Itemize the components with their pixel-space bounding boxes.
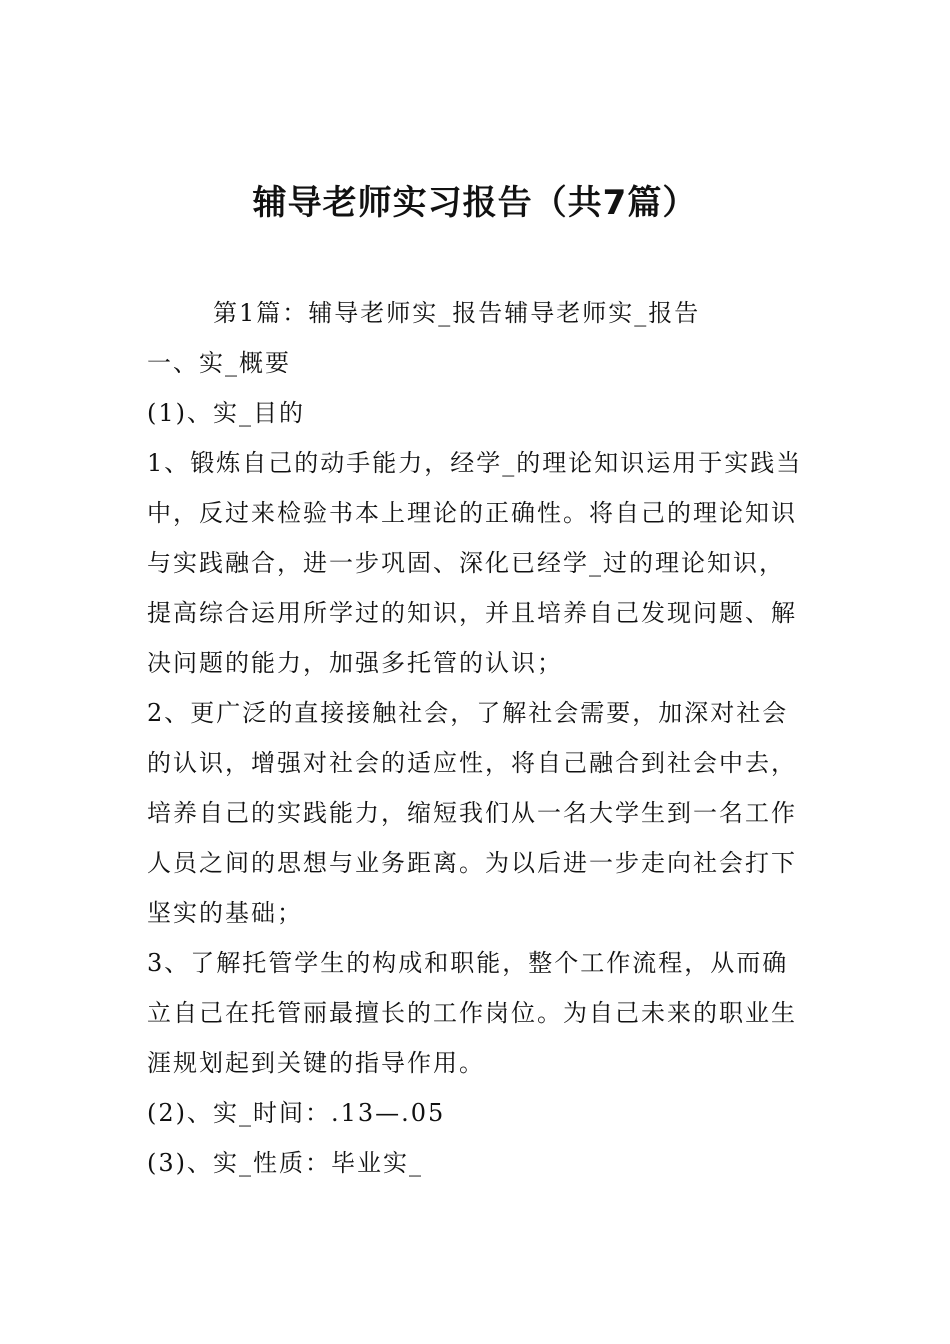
outline-subheading: (3)、实_性质：毕业实_ xyxy=(147,1149,423,1177)
outline-subheading: (2)、实_时间：.13—.05 xyxy=(147,1099,446,1127)
section-heading: 第1篇：辅导老师实_报告辅导老师实_报告 xyxy=(213,299,701,327)
body-paragraph: 2、更广泛的直接接触社会，了解社会需要，加深对社会的认识，增强对社会的适应性，将自己融合到社会中去，培养自己的实践能力，缩短我们从一名大学生到一名工作人员之间的思想与业务距离。为以后进一步走向社会打下坚实的基础； xyxy=(147,699,797,927)
document-title: 辅导老师实习报告（共7篇） xyxy=(252,182,698,223)
body-paragraph: 3、了解托管学生的构成和职能，整个工作流程，从而确立自己在托管丽最擅长的工作岗位。为自己未来的职业生涯规划起到关键的指导作用。 xyxy=(147,949,797,1077)
outline-subheading: (1)、实_目的 xyxy=(147,399,305,427)
outline-heading: 一、实_概要 xyxy=(147,349,291,377)
document-body xyxy=(147,288,807,1188)
body-paragraph: 1、锻炼自己的动手能力，经学_的理论知识运用于实践当中，反过来检验书本上理论的正确性。将自己的理论知识与实践融合，进一步巩固、深化已经学_过的理论知识，提高综合运用所学过的知识，并且培养自己发现问题、解决问题的能力，加强多托管的认识； xyxy=(147,449,803,677)
